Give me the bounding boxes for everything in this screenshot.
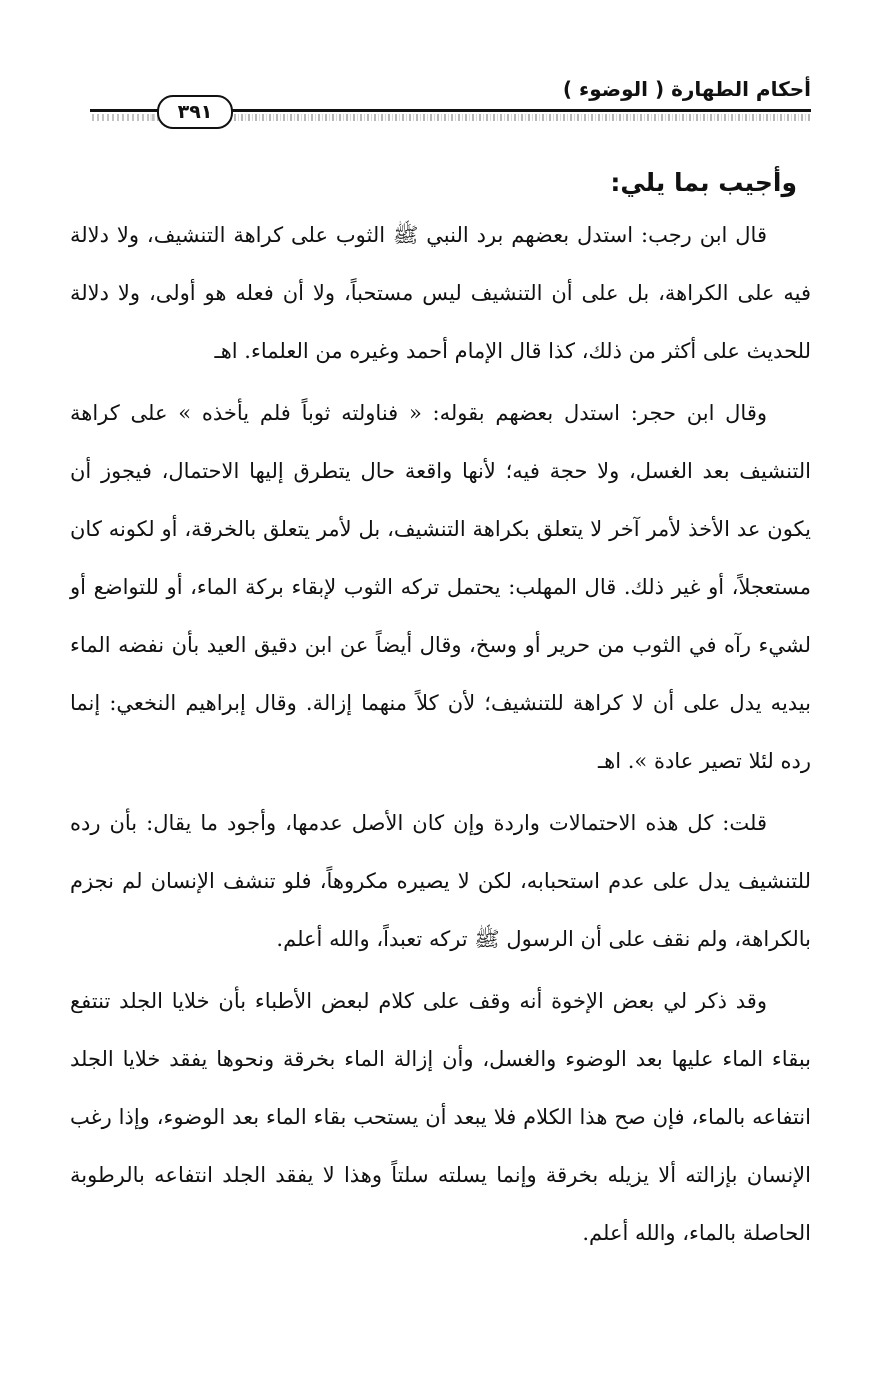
section-heading: وأجيب بما يلي: [610,168,797,197]
paragraph-2: وقال ابن حجر: استدل بعضهم بقوله: « فناولته ثوباً فلم يأخذه » على كراهة التنشيف بعد الغسل، ولا حجة فيه؛ لأنها واقعة حال يتطرق إليها الاحتمال، فيجوز أن يكون عد الأخذ لأمر آخر لا يتعلق بكراهة التنشيف، بل لأمر يتعلق بالخرقة، أو لكونه كان مستعجلاً، أو غير ذلك. قال المهلب: يحتمل تركه الثوب لإبقاء بركة الماء، أو للتواضع أو لشيء رآه في الثوب من حرير أو وسخ، وقال أيضاً عن ابن دقيق العيد بأن نفضه الماء بيديه يدل على أن لا كراهة للتنشيف؛ لأن كلاً منهما إزالة. وقال إبراهيم النخعي: إنما رده لئلا تصير عادة ». اهـ [70,401,811,773]
page-header [0,70,873,140]
header-rule-texture-left [92,114,154,121]
header-rule-texture [150,114,811,121]
page-body [70,160,811,1266]
paragraph-4: وقد ذكر لي بعض الإخوة أنه وقف على كلام لبعض الأطباء بأن خلايا الجلد تنتفع ببقاء الماء عليها بعد الوضوء والغسل، وأن إزالة الماء بخرقة ونحوها يفقد خلايا الجلد انتفاعه بالماء، فإن صح هذا الكلام فلا يبعد أن يستحب بقاء الماء بعد الوضوء، وإذا رغب الإنسان بإزالته ألا يزيله بخرقة وإنما يسلته سلتاً وهذا لا يفقد الجلد انتفاعه بالرطوبة الحاصلة بالماء، والله أعلم. [70,989,811,1245]
paragraph-3: قلت: كل هذه الاحتمالات واردة وإن كان الأصل عدمها، وأجود ما يقال: بأن رده للتنشيف يدل على عدم استحبابه، لكن لا يصيره مكروهاً، فلو تنشف الإنسان لم نجزم بالكراهة، ولم نقف على أن الرسول ﷺ تركه تعبداً، والله أعلم. [70,811,811,951]
page-number: ٣٩١ [157,95,233,129]
running-title: أحكام الطهارة ( الوضوء ) [562,77,811,101]
paragraph-1: قال ابن رجب: استدل بعضهم برد النبي ﷺ الثوب على كراهة التنشيف، ولا دلالة فيه على الكراهة، بل على أن التنشيف ليس مستحباً، ولا أن فعله هو أولى، ولا دلالة للحديث على أكثر من ذلك، كذا قال الإمام أحمد وغيره من العلماء. اهـ [70,223,811,363]
